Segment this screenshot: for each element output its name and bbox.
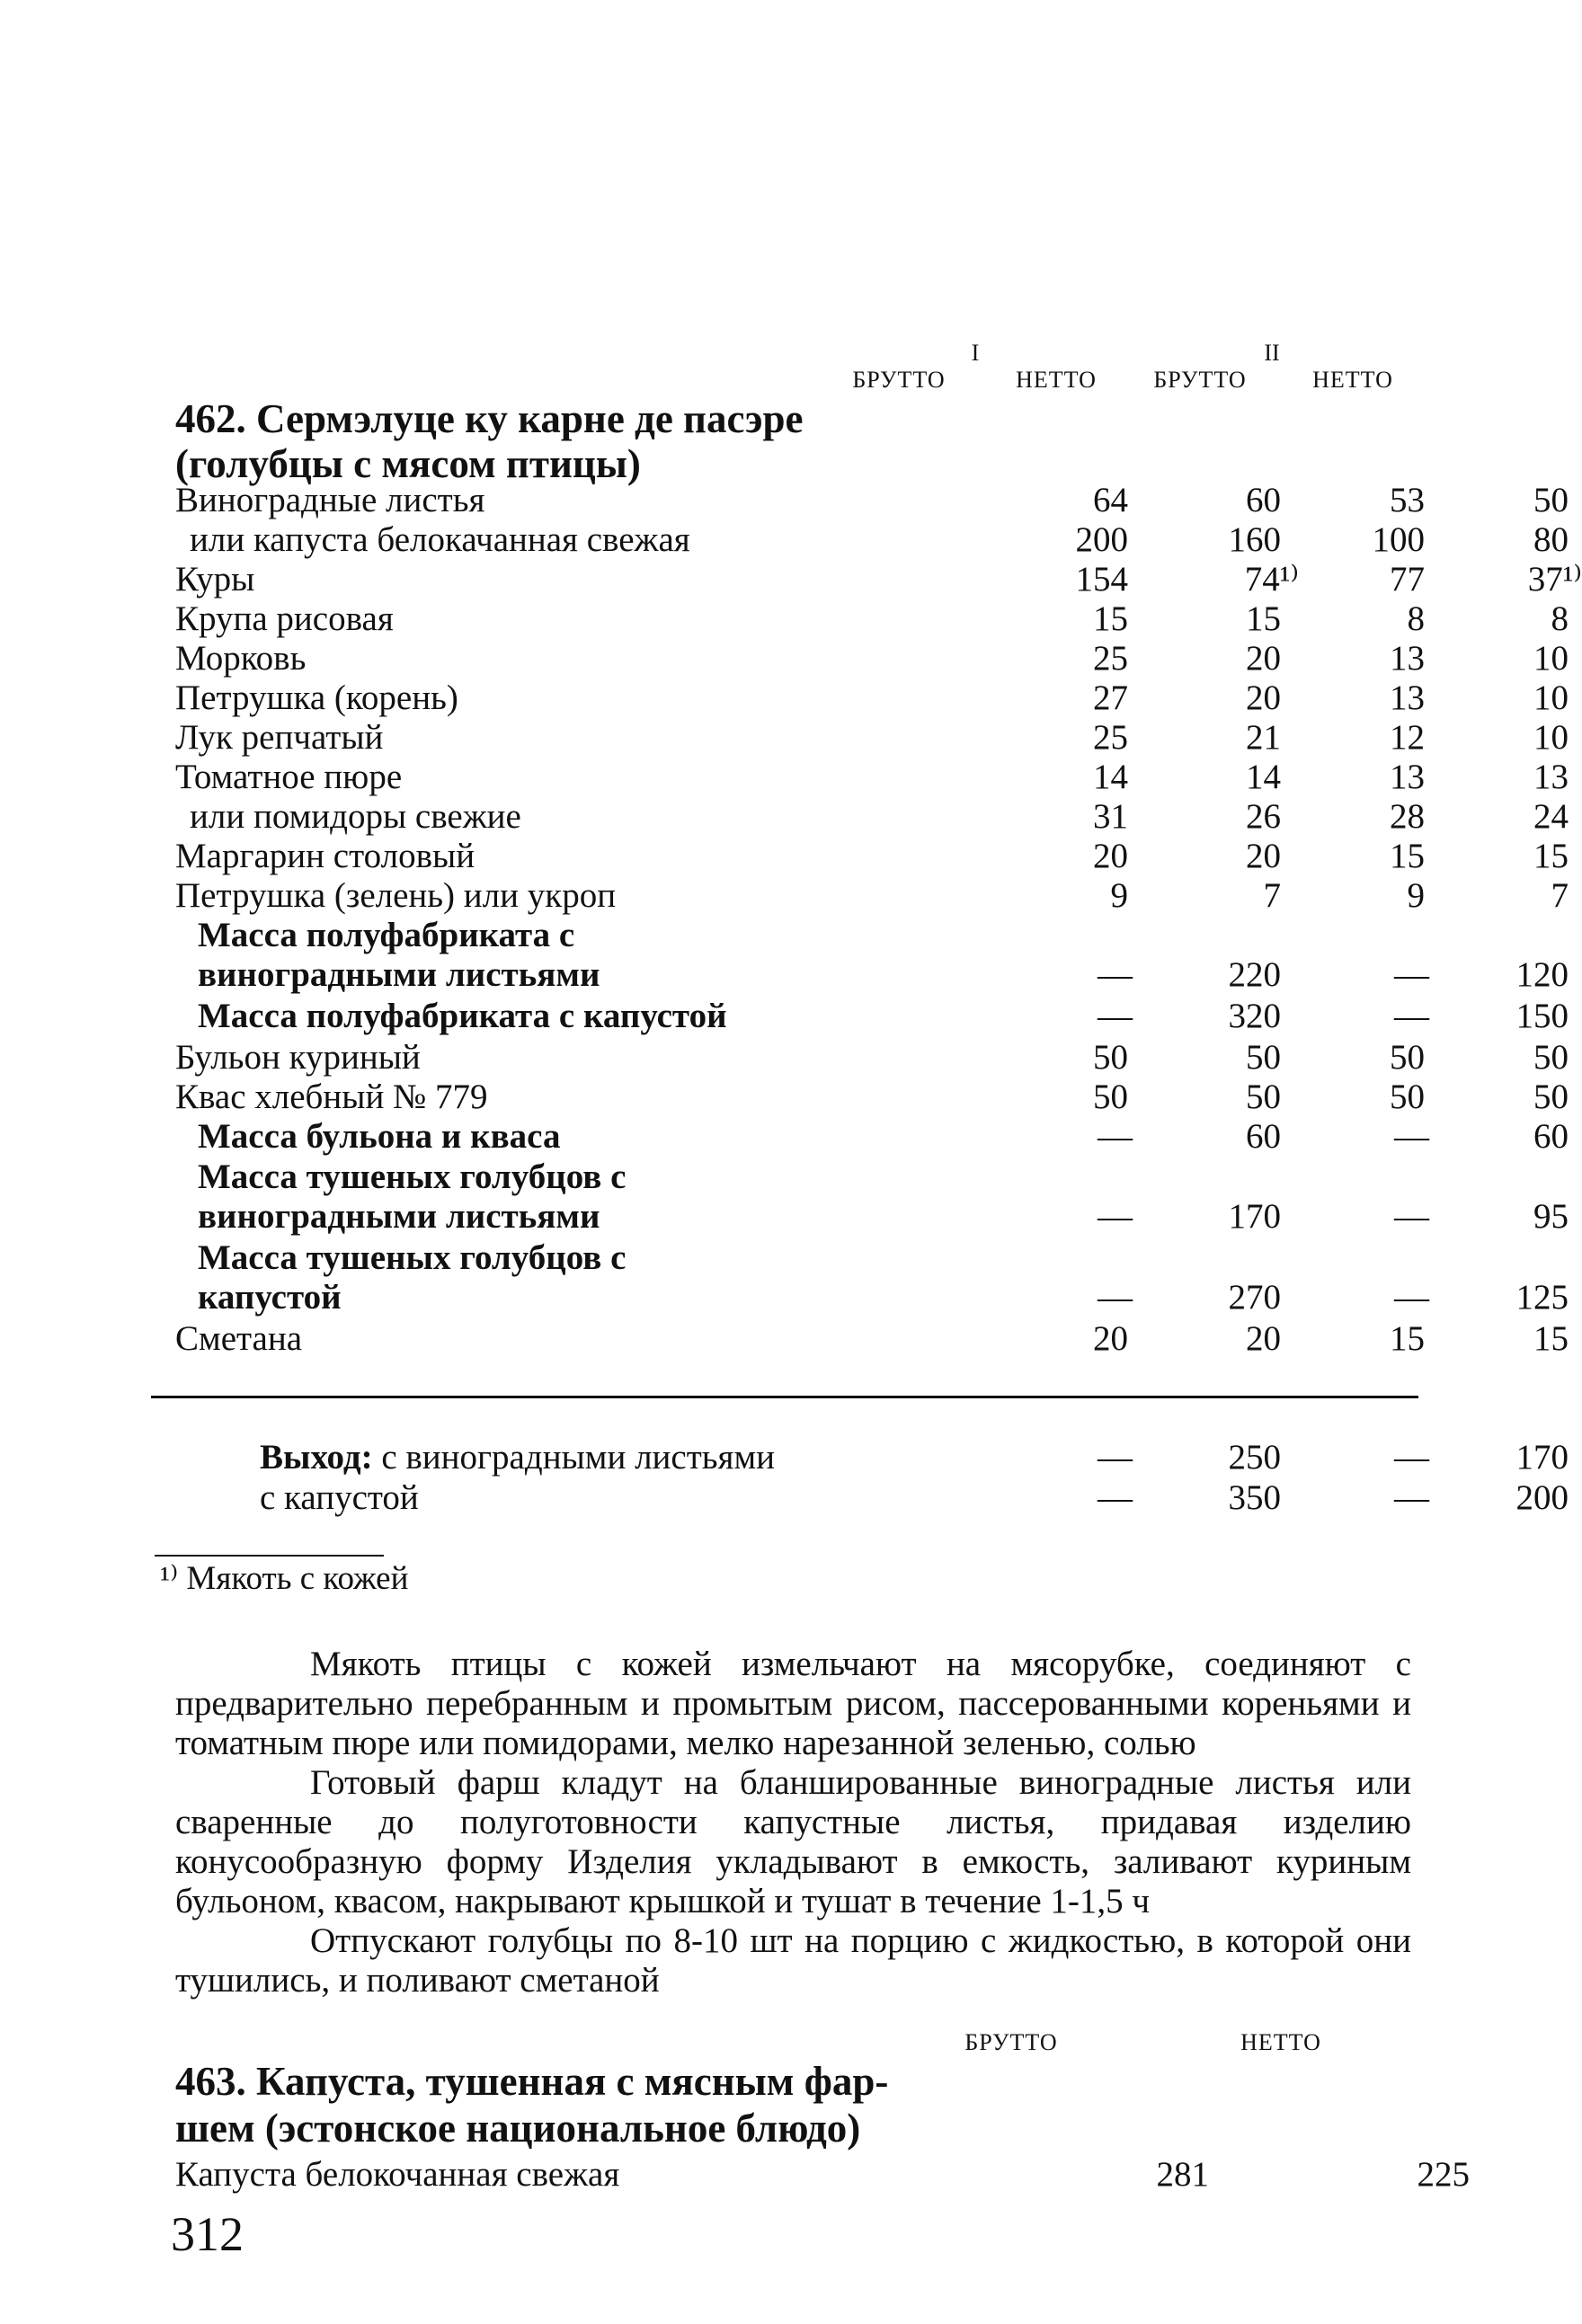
cell-netto-2: 120 xyxy=(1515,955,1569,994)
cell-netto-1: 350 xyxy=(1228,1478,1281,1517)
cell-brutto-1: 20 xyxy=(1093,837,1128,875)
table-row xyxy=(175,797,1569,837)
col-header-brutto-1: БРУТТО xyxy=(852,367,946,393)
cell-brutto-1: — xyxy=(1098,1197,1133,1236)
cell-netto: 225 xyxy=(1417,2155,1470,2194)
cell-brutto-1: — xyxy=(1098,997,1133,1035)
cell-netto-2: 125 xyxy=(1515,1278,1569,1317)
cell-brutto: 281 xyxy=(1156,2155,1209,2194)
cell-netto-1: 20 xyxy=(1246,639,1281,678)
cell-brutto-2: 15 xyxy=(1390,1319,1425,1358)
cell-netto-1: 50 xyxy=(1246,1038,1281,1077)
cell-brutto-1: 15 xyxy=(1093,599,1128,638)
cell-brutto-2: 50 xyxy=(1390,1078,1425,1116)
cell-netto-2: 95 xyxy=(1533,1197,1569,1236)
cell-brutto-1: 25 xyxy=(1093,718,1128,757)
cell-netto-1: 14 xyxy=(1246,758,1281,796)
group-header-1: I xyxy=(971,340,980,366)
cell-netto-1: 20 xyxy=(1246,1319,1281,1358)
row-label: Бульон куриный xyxy=(175,1038,421,1077)
cell-netto-1: 250 xyxy=(1228,1438,1281,1477)
table-row xyxy=(175,599,1569,639)
cell-brutto-1: — xyxy=(1098,955,1133,994)
cell-netto-2: 10 xyxy=(1533,639,1569,678)
paragraph: Отпускают голубцы по 8-10 шт на порцию с жидкостью, в которой они тушились, и поливают сметаной xyxy=(175,1921,1411,2000)
method-text xyxy=(175,1645,1411,2000)
table-row xyxy=(175,916,1434,955)
row-label: Масса тушеных голубцов с xyxy=(198,1238,627,1277)
cell-brutto-1: — xyxy=(1098,1478,1133,1517)
table-row xyxy=(175,679,1569,718)
cell-brutto-1: 9 xyxy=(1110,876,1128,915)
cell-netto-1: 320 xyxy=(1228,997,1281,1035)
cell-brutto-2: 53 xyxy=(1390,481,1425,519)
footnote: ¹⁾ Мякоть с кожей xyxy=(160,1560,409,1597)
table-row xyxy=(175,955,1569,995)
cell-netto-2: 10 xyxy=(1533,679,1569,717)
row-label: Виноградные листья xyxy=(175,481,485,519)
table-row xyxy=(175,758,1569,797)
cell-netto-1: 20 xyxy=(1246,679,1281,717)
cell-brutto-1: 27 xyxy=(1093,679,1128,717)
cell-brutto-1: 50 xyxy=(1093,1038,1128,1077)
cell-netto-2: 150 xyxy=(1515,997,1569,1035)
table-row xyxy=(175,1038,1569,1078)
row-label: Квас хлебный № 779 xyxy=(175,1078,488,1116)
cell-netto-2: 37¹⁾ xyxy=(1527,560,1582,599)
cell-brutto-2: 77 xyxy=(1390,560,1425,599)
cell-brutto-2: — xyxy=(1394,1438,1429,1477)
table-row xyxy=(175,520,1569,560)
col-header-brutto-2: БРУТТО xyxy=(1153,367,1247,393)
row-label: капустой xyxy=(198,1278,342,1317)
cell-brutto-1: 200 xyxy=(1075,520,1128,559)
cell-netto-1: 74¹⁾ xyxy=(1244,560,1299,599)
cell-netto-2: 7 xyxy=(1551,876,1569,915)
cell-brutto-1: 20 xyxy=(1093,1319,1128,1358)
cell-netto-2: 15 xyxy=(1533,1319,1569,1358)
row-label: Морковь xyxy=(175,639,307,678)
recipe-462-title-line2: (голубцы с мясом птицы) xyxy=(175,441,641,486)
cell-brutto-2: 13 xyxy=(1390,679,1425,717)
row-label: виноградными листьями xyxy=(198,955,600,994)
paragraph: Мякоть птицы с кожей измельчают на мясорубке, соединяют с предварительно перебранным и промытым рисом, пассерованными кореньями и томатным пюре или помидорами, мелко нарезанной зеленью, солью xyxy=(175,1645,1411,1762)
cell-netto-1: 220 xyxy=(1228,955,1281,994)
yield-prefix: Выход: xyxy=(260,1438,373,1477)
cell-brutto-2: — xyxy=(1394,997,1429,1035)
cell-brutto-1: 14 xyxy=(1093,758,1128,796)
yield-label xyxy=(260,1438,775,1477)
table-divider xyxy=(151,1396,1418,1398)
row-label: Сметана xyxy=(175,1319,303,1358)
cell-brutto-2: — xyxy=(1394,1197,1429,1236)
table-row xyxy=(175,1319,1569,1359)
yield-variant: с капустой xyxy=(260,1478,419,1517)
row-label: виноградными листьями xyxy=(198,1197,600,1236)
col-header-netto: НЕТТО xyxy=(1240,2029,1321,2055)
row-label: Масса бульона и кваса xyxy=(198,1117,561,1156)
cell-brutto-2: — xyxy=(1394,1478,1429,1517)
cell-netto-1: 26 xyxy=(1246,797,1281,836)
table-row xyxy=(175,876,1569,916)
table-row xyxy=(175,1278,1569,1317)
paragraph: Готовый фарш кладут на бланшированные виноградные листья или сваренные до полуготовности капустные листья, придавая изделию конусообразную форму Изделия укладывают в емкость, заливают куриным бульоном, квасом, накрывают крышкой и тушат в течение 1-1,5 ч xyxy=(175,1763,1411,1920)
cell-brutto-1: 31 xyxy=(1093,797,1128,836)
cell-netto-1: 270 xyxy=(1228,1278,1281,1317)
cell-netto-2: 170 xyxy=(1515,1438,1569,1477)
cell-netto-1: 60 xyxy=(1246,481,1281,519)
table-row xyxy=(175,639,1569,679)
recipe-463-title-line1: 463. Капуста, тушенная с мясным фар- xyxy=(175,2059,889,2104)
cell-brutto-1: 64 xyxy=(1093,481,1128,519)
table-row xyxy=(175,1197,1569,1237)
row-label: или капуста белокачанная свежая xyxy=(190,520,690,559)
cell-brutto-1: 50 xyxy=(1093,1078,1128,1116)
page-number: 312 xyxy=(171,2207,244,2261)
cell-netto-2: 50 xyxy=(1533,1078,1569,1116)
row-label: Масса полуфабриката с капустой xyxy=(198,997,727,1035)
cell-brutto-2: 9 xyxy=(1407,876,1425,915)
recipe-462-title-line1: 462. Сермэлуце ку карне де пасэре xyxy=(175,396,804,441)
cell-netto-2: 24 xyxy=(1533,797,1569,836)
table-row xyxy=(175,1158,1434,1197)
footnote-rule xyxy=(155,1555,384,1557)
cell-netto-2: 50 xyxy=(1533,1038,1569,1077)
cell-netto-2: 8 xyxy=(1551,599,1569,638)
col-header-brutto: БРУТТО xyxy=(964,2029,1058,2055)
recipe-463-title-line2: шем (эстонское национальное блюдо) xyxy=(175,2106,861,2151)
cell-brutto-2: — xyxy=(1394,1117,1429,1156)
table-row xyxy=(175,837,1569,876)
row-label: Томатное пюре xyxy=(175,758,403,796)
cell-brutto-2: — xyxy=(1394,955,1429,994)
yield-row xyxy=(175,1438,1569,1477)
cell-brutto-2: 8 xyxy=(1407,599,1425,638)
cell-brutto-1: — xyxy=(1098,1117,1133,1156)
row-label: Капуста белокочанная свежая xyxy=(175,2155,620,2194)
cell-netto-2: 200 xyxy=(1515,1478,1569,1517)
cell-brutto-1: — xyxy=(1098,1438,1133,1477)
cell-brutto-1: 25 xyxy=(1093,639,1128,678)
cell-netto-2: 60 xyxy=(1533,1117,1569,1156)
table-row xyxy=(175,2155,1470,2195)
cell-netto-1: 7 xyxy=(1263,876,1281,915)
row-label: Масса тушеных голубцов с xyxy=(198,1158,627,1196)
row-label: Петрушка (зелень) или укроп xyxy=(175,876,617,915)
table-row xyxy=(175,997,1569,1036)
table-row xyxy=(175,1238,1434,1278)
cell-brutto-2: 50 xyxy=(1390,1038,1425,1077)
cell-netto-1: 170 xyxy=(1228,1197,1281,1236)
col-header-netto-2: НЕТТО xyxy=(1312,367,1393,393)
row-label: или помидоры свежие xyxy=(190,797,521,836)
row-label: Масса полуфабриката с xyxy=(198,916,575,954)
table-row xyxy=(175,1078,1569,1117)
cell-brutto-2: 15 xyxy=(1390,837,1425,875)
row-label: Крупа рисовая xyxy=(175,599,394,638)
group-header-2: II xyxy=(1264,340,1280,366)
cell-netto-1: 50 xyxy=(1246,1078,1281,1116)
cell-brutto-2: 13 xyxy=(1390,758,1425,796)
cell-brutto-2: 28 xyxy=(1390,797,1425,836)
col-header-netto-1: НЕТТО xyxy=(1016,367,1097,393)
cell-brutto-1: 154 xyxy=(1075,560,1128,599)
cell-netto-1: 20 xyxy=(1246,837,1281,875)
row-label: Лук репчатый xyxy=(175,718,384,757)
table-row xyxy=(175,481,1569,520)
yield-row xyxy=(175,1478,1569,1518)
table-row xyxy=(175,1117,1569,1157)
table-row xyxy=(175,718,1569,758)
cell-netto-2: 10 xyxy=(1533,718,1569,757)
cell-netto-2: 50 xyxy=(1533,481,1569,519)
cell-brutto-2: — xyxy=(1394,1278,1429,1317)
cell-brutto-1: — xyxy=(1098,1278,1133,1317)
cell-netto-1: 21 xyxy=(1246,718,1281,757)
cell-netto-1: 60 xyxy=(1246,1117,1281,1156)
cell-brutto-2: 100 xyxy=(1372,520,1425,559)
row-label: Петрушка (корень) xyxy=(175,679,458,717)
cell-netto-1: 15 xyxy=(1246,599,1281,638)
cell-brutto-2: 13 xyxy=(1390,639,1425,678)
cell-netto-2: 80 xyxy=(1533,520,1569,559)
row-label: Куры xyxy=(175,560,255,599)
row-label: Маргарин столовый xyxy=(175,837,475,875)
table-row xyxy=(175,560,1582,599)
cell-brutto-2: 12 xyxy=(1390,718,1425,757)
cell-netto-2: 15 xyxy=(1533,837,1569,875)
yield-variant: с виноградными листьями xyxy=(381,1438,776,1477)
cell-netto-2: 13 xyxy=(1533,758,1569,796)
cell-netto-1: 160 xyxy=(1228,520,1281,559)
